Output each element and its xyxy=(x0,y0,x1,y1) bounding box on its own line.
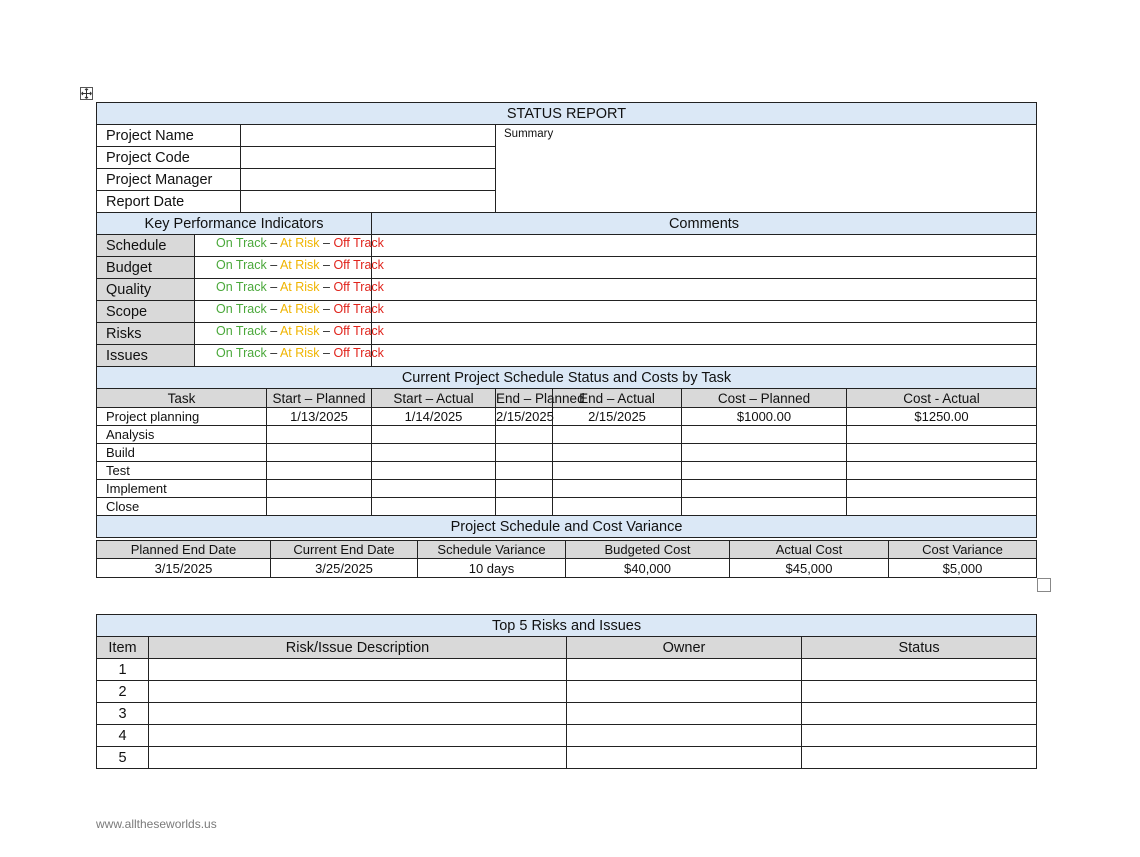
column-header: Cost Variance xyxy=(889,541,1037,559)
variance-header-row xyxy=(97,541,1037,559)
table-cell[interactable] xyxy=(553,480,682,498)
table-resize-icon[interactable] xyxy=(1037,578,1051,592)
risks-header-row xyxy=(97,637,1037,659)
table-row xyxy=(97,659,1037,681)
table-cell[interactable] xyxy=(496,498,553,516)
table-cell[interactable] xyxy=(682,444,847,462)
table-cell[interactable] xyxy=(553,462,682,480)
risk-description-field[interactable] xyxy=(149,747,567,769)
risk-description-field[interactable] xyxy=(149,681,567,703)
column-header: Item xyxy=(97,637,149,659)
cost-variance[interactable]: $5,000 xyxy=(889,559,1037,578)
off-track-text: Off Track xyxy=(333,302,384,316)
project-code-field[interactable] xyxy=(241,147,496,169)
column-header: End – Planned xyxy=(496,390,585,406)
budgeted-cost[interactable]: $40,000 xyxy=(566,559,730,578)
separator: – xyxy=(319,236,334,250)
table-cell[interactable] xyxy=(847,426,1037,444)
kpi-status[interactable] xyxy=(195,279,384,301)
status-field[interactable] xyxy=(802,681,1037,703)
kpi-comment-field[interactable] xyxy=(372,345,1037,367)
risk-description-field[interactable] xyxy=(149,659,567,681)
column-header: Owner xyxy=(567,637,802,659)
at-risk-text: At Risk xyxy=(279,302,320,316)
kpi-comment-field[interactable] xyxy=(372,279,1037,301)
schedule-variance[interactable]: 10 days xyxy=(418,559,566,578)
table-cell[interactable] xyxy=(682,426,847,444)
kpi-row xyxy=(97,279,1037,301)
at-risk-text: At Risk xyxy=(279,258,320,272)
column-header: Risk/Issue Description xyxy=(149,637,567,659)
table-cell[interactable] xyxy=(496,480,553,498)
schedule-heading: Current Project Schedule Status and Costs by Task xyxy=(97,367,1037,389)
table-cell[interactable] xyxy=(496,462,553,480)
kpi-status[interactable] xyxy=(195,323,384,345)
kpi-row xyxy=(97,257,1037,279)
at-risk-text: At Risk xyxy=(279,236,320,250)
separator: – xyxy=(319,324,334,338)
report-title: STATUS REPORT xyxy=(97,103,1037,125)
column-header: Status xyxy=(802,637,1037,659)
schedule-header-row xyxy=(97,389,1037,408)
comments-heading: Comments xyxy=(372,213,1037,235)
column-header: Cost - Actual xyxy=(847,389,1037,408)
kpi-status[interactable] xyxy=(195,301,384,323)
column-header: Schedule Variance xyxy=(418,541,566,559)
item-number: 1 xyxy=(97,659,149,681)
on-track-text: On Track xyxy=(216,346,267,360)
table-cell[interactable] xyxy=(847,498,1037,516)
table-row xyxy=(97,462,1037,480)
column-header: Current End Date xyxy=(271,541,418,559)
at-risk-text: At Risk xyxy=(279,346,320,360)
owner-field[interactable] xyxy=(567,659,802,681)
risks-table xyxy=(96,614,1037,769)
table-cell[interactable]: $1000.00 xyxy=(682,408,847,426)
table-cell[interactable] xyxy=(682,462,847,480)
kpi-status[interactable] xyxy=(195,235,384,257)
kpi-status[interactable] xyxy=(195,257,384,279)
table-cell[interactable] xyxy=(496,426,553,444)
variance-table xyxy=(96,540,1037,578)
table-cell[interactable] xyxy=(267,426,372,444)
table-row xyxy=(97,408,1037,426)
separator: – xyxy=(266,346,280,360)
item-number: 4 xyxy=(97,725,149,747)
separator: – xyxy=(266,302,280,316)
kpi-label: Schedule xyxy=(97,235,195,257)
column-header: Start – Planned xyxy=(267,389,372,408)
table-cell[interactable]: $1250.00 xyxy=(847,408,1037,426)
actual-cost[interactable]: $45,000 xyxy=(730,559,889,578)
kpi-row xyxy=(97,301,1037,323)
kpi-label: Risks xyxy=(97,323,195,345)
separator: – xyxy=(266,280,280,294)
variance-values-row xyxy=(97,559,1037,578)
separator: – xyxy=(319,346,334,360)
risks-heading: Top 5 Risks and Issues xyxy=(97,615,1037,637)
project-name-label: Project Name xyxy=(97,125,241,147)
table-cell[interactable] xyxy=(847,462,1037,480)
off-track-text: Off Track xyxy=(333,258,384,272)
table-cell[interactable]: 2/15/2025 xyxy=(553,408,682,426)
project-code-label: Project Code xyxy=(97,147,241,169)
risk-description-field[interactable] xyxy=(149,703,567,725)
on-track-text: On Track xyxy=(216,324,267,338)
summary-label: Summary xyxy=(504,128,554,140)
kpi-heading: Key Performance Indicators xyxy=(97,213,372,235)
off-track-text: Off Track xyxy=(333,346,384,360)
table-cell[interactable] xyxy=(682,480,847,498)
task-name[interactable]: Close xyxy=(97,498,267,516)
separator: – xyxy=(266,324,280,338)
footer-url: www.alltheseworlds.us xyxy=(96,817,217,831)
report-date-field[interactable] xyxy=(241,191,496,213)
table-cell[interactable] xyxy=(267,444,372,462)
task-name[interactable]: Project planning xyxy=(97,408,267,426)
table-row xyxy=(97,703,1037,725)
summary-field[interactable] xyxy=(496,125,1037,213)
kpi-comment-field[interactable] xyxy=(372,301,1037,323)
kpi-label: Budget xyxy=(97,257,195,279)
kpi-comment-field[interactable] xyxy=(372,323,1037,345)
task-name[interactable]: Analysis xyxy=(97,426,267,444)
owner-field[interactable] xyxy=(567,747,802,769)
table-row xyxy=(97,681,1037,703)
separator: – xyxy=(319,280,334,294)
kpi-comment-field[interactable] xyxy=(372,235,1037,257)
column-header: End – Actual xyxy=(553,389,682,408)
status-field[interactable] xyxy=(802,725,1037,747)
table-row xyxy=(97,725,1037,747)
at-risk-text: At Risk xyxy=(279,324,320,338)
at-risk-text: At Risk xyxy=(279,280,320,294)
item-number: 5 xyxy=(97,747,149,769)
table-cell[interactable]: 1/13/2025 xyxy=(267,408,372,426)
table-cell[interactable] xyxy=(372,444,496,462)
column-header: Start – Actual xyxy=(372,389,496,408)
item-number: 2 xyxy=(97,681,149,703)
project-name-field[interactable] xyxy=(241,125,496,147)
variance-heading: Project Schedule and Cost Variance xyxy=(97,516,1037,538)
planned-end-date[interactable]: 3/15/2025 xyxy=(97,559,271,578)
table-cell[interactable] xyxy=(553,498,682,516)
table-cell[interactable] xyxy=(553,426,682,444)
task-name[interactable]: Implement xyxy=(97,480,267,498)
table-cell[interactable] xyxy=(267,498,372,516)
table-cell[interactable] xyxy=(372,480,496,498)
kpi-row xyxy=(97,235,1037,257)
kpi-label: Scope xyxy=(97,301,195,323)
table-cell[interactable] xyxy=(267,462,372,480)
risk-description-field[interactable] xyxy=(149,725,567,747)
table-cell[interactable] xyxy=(267,480,372,498)
kpi-comment-field[interactable] xyxy=(372,257,1037,279)
separator: – xyxy=(319,302,334,316)
kpi-row xyxy=(97,323,1037,345)
table-cell[interactable]: 2/15/2025 xyxy=(496,409,554,424)
kpi-label: Issues xyxy=(97,345,195,367)
separator: – xyxy=(266,236,280,250)
column-header: Planned End Date xyxy=(97,541,271,559)
table-row xyxy=(97,444,1037,462)
table-cell[interactable]: 1/14/2025 xyxy=(372,408,496,426)
project-manager-label: Project Manager xyxy=(97,169,241,191)
table-cell[interactable] xyxy=(847,480,1037,498)
on-track-text: On Track xyxy=(216,258,267,272)
table-cell[interactable] xyxy=(372,498,496,516)
owner-field[interactable] xyxy=(567,703,802,725)
status-field[interactable] xyxy=(802,703,1037,725)
item-number: 3 xyxy=(97,703,149,725)
table-cell[interactable] xyxy=(496,444,553,462)
task-name[interactable]: Test xyxy=(97,462,267,480)
table-row xyxy=(97,747,1037,769)
column-header: Budgeted Cost xyxy=(566,541,730,559)
column-header: Cost – Planned xyxy=(682,389,847,408)
kpi-label: Quality xyxy=(97,279,195,301)
on-track-text: On Track xyxy=(216,302,267,316)
table-cell[interactable] xyxy=(553,444,682,462)
table-cell[interactable] xyxy=(682,498,847,516)
off-track-text: Off Track xyxy=(333,236,384,250)
status-field[interactable] xyxy=(802,747,1037,769)
table-row xyxy=(97,480,1037,498)
kpi-status[interactable] xyxy=(195,345,384,367)
report-date-label: Report Date xyxy=(97,191,241,213)
off-track-text: Off Track xyxy=(333,280,384,294)
column-header: Task xyxy=(97,389,267,408)
owner-field[interactable] xyxy=(567,681,802,703)
status-field[interactable] xyxy=(802,659,1037,681)
table-move-icon[interactable] xyxy=(80,87,93,100)
table-row xyxy=(97,498,1037,516)
on-track-text: On Track xyxy=(216,236,267,250)
on-track-text: On Track xyxy=(216,280,267,294)
table-cell[interactable] xyxy=(847,444,1037,462)
task-name[interactable]: Build xyxy=(97,444,267,462)
table-cell[interactable] xyxy=(372,462,496,480)
status-report-table xyxy=(96,102,1037,538)
separator: – xyxy=(319,258,334,272)
owner-field[interactable] xyxy=(567,725,802,747)
column-header: Actual Cost xyxy=(730,541,889,559)
project-manager-field[interactable] xyxy=(241,169,496,191)
current-end-date[interactable]: 3/25/2025 xyxy=(271,559,418,578)
off-track-text: Off Track xyxy=(333,324,384,338)
table-row xyxy=(97,426,1037,444)
separator: – xyxy=(266,258,280,272)
table-cell[interactable] xyxy=(372,426,496,444)
kpi-row xyxy=(97,345,1037,367)
